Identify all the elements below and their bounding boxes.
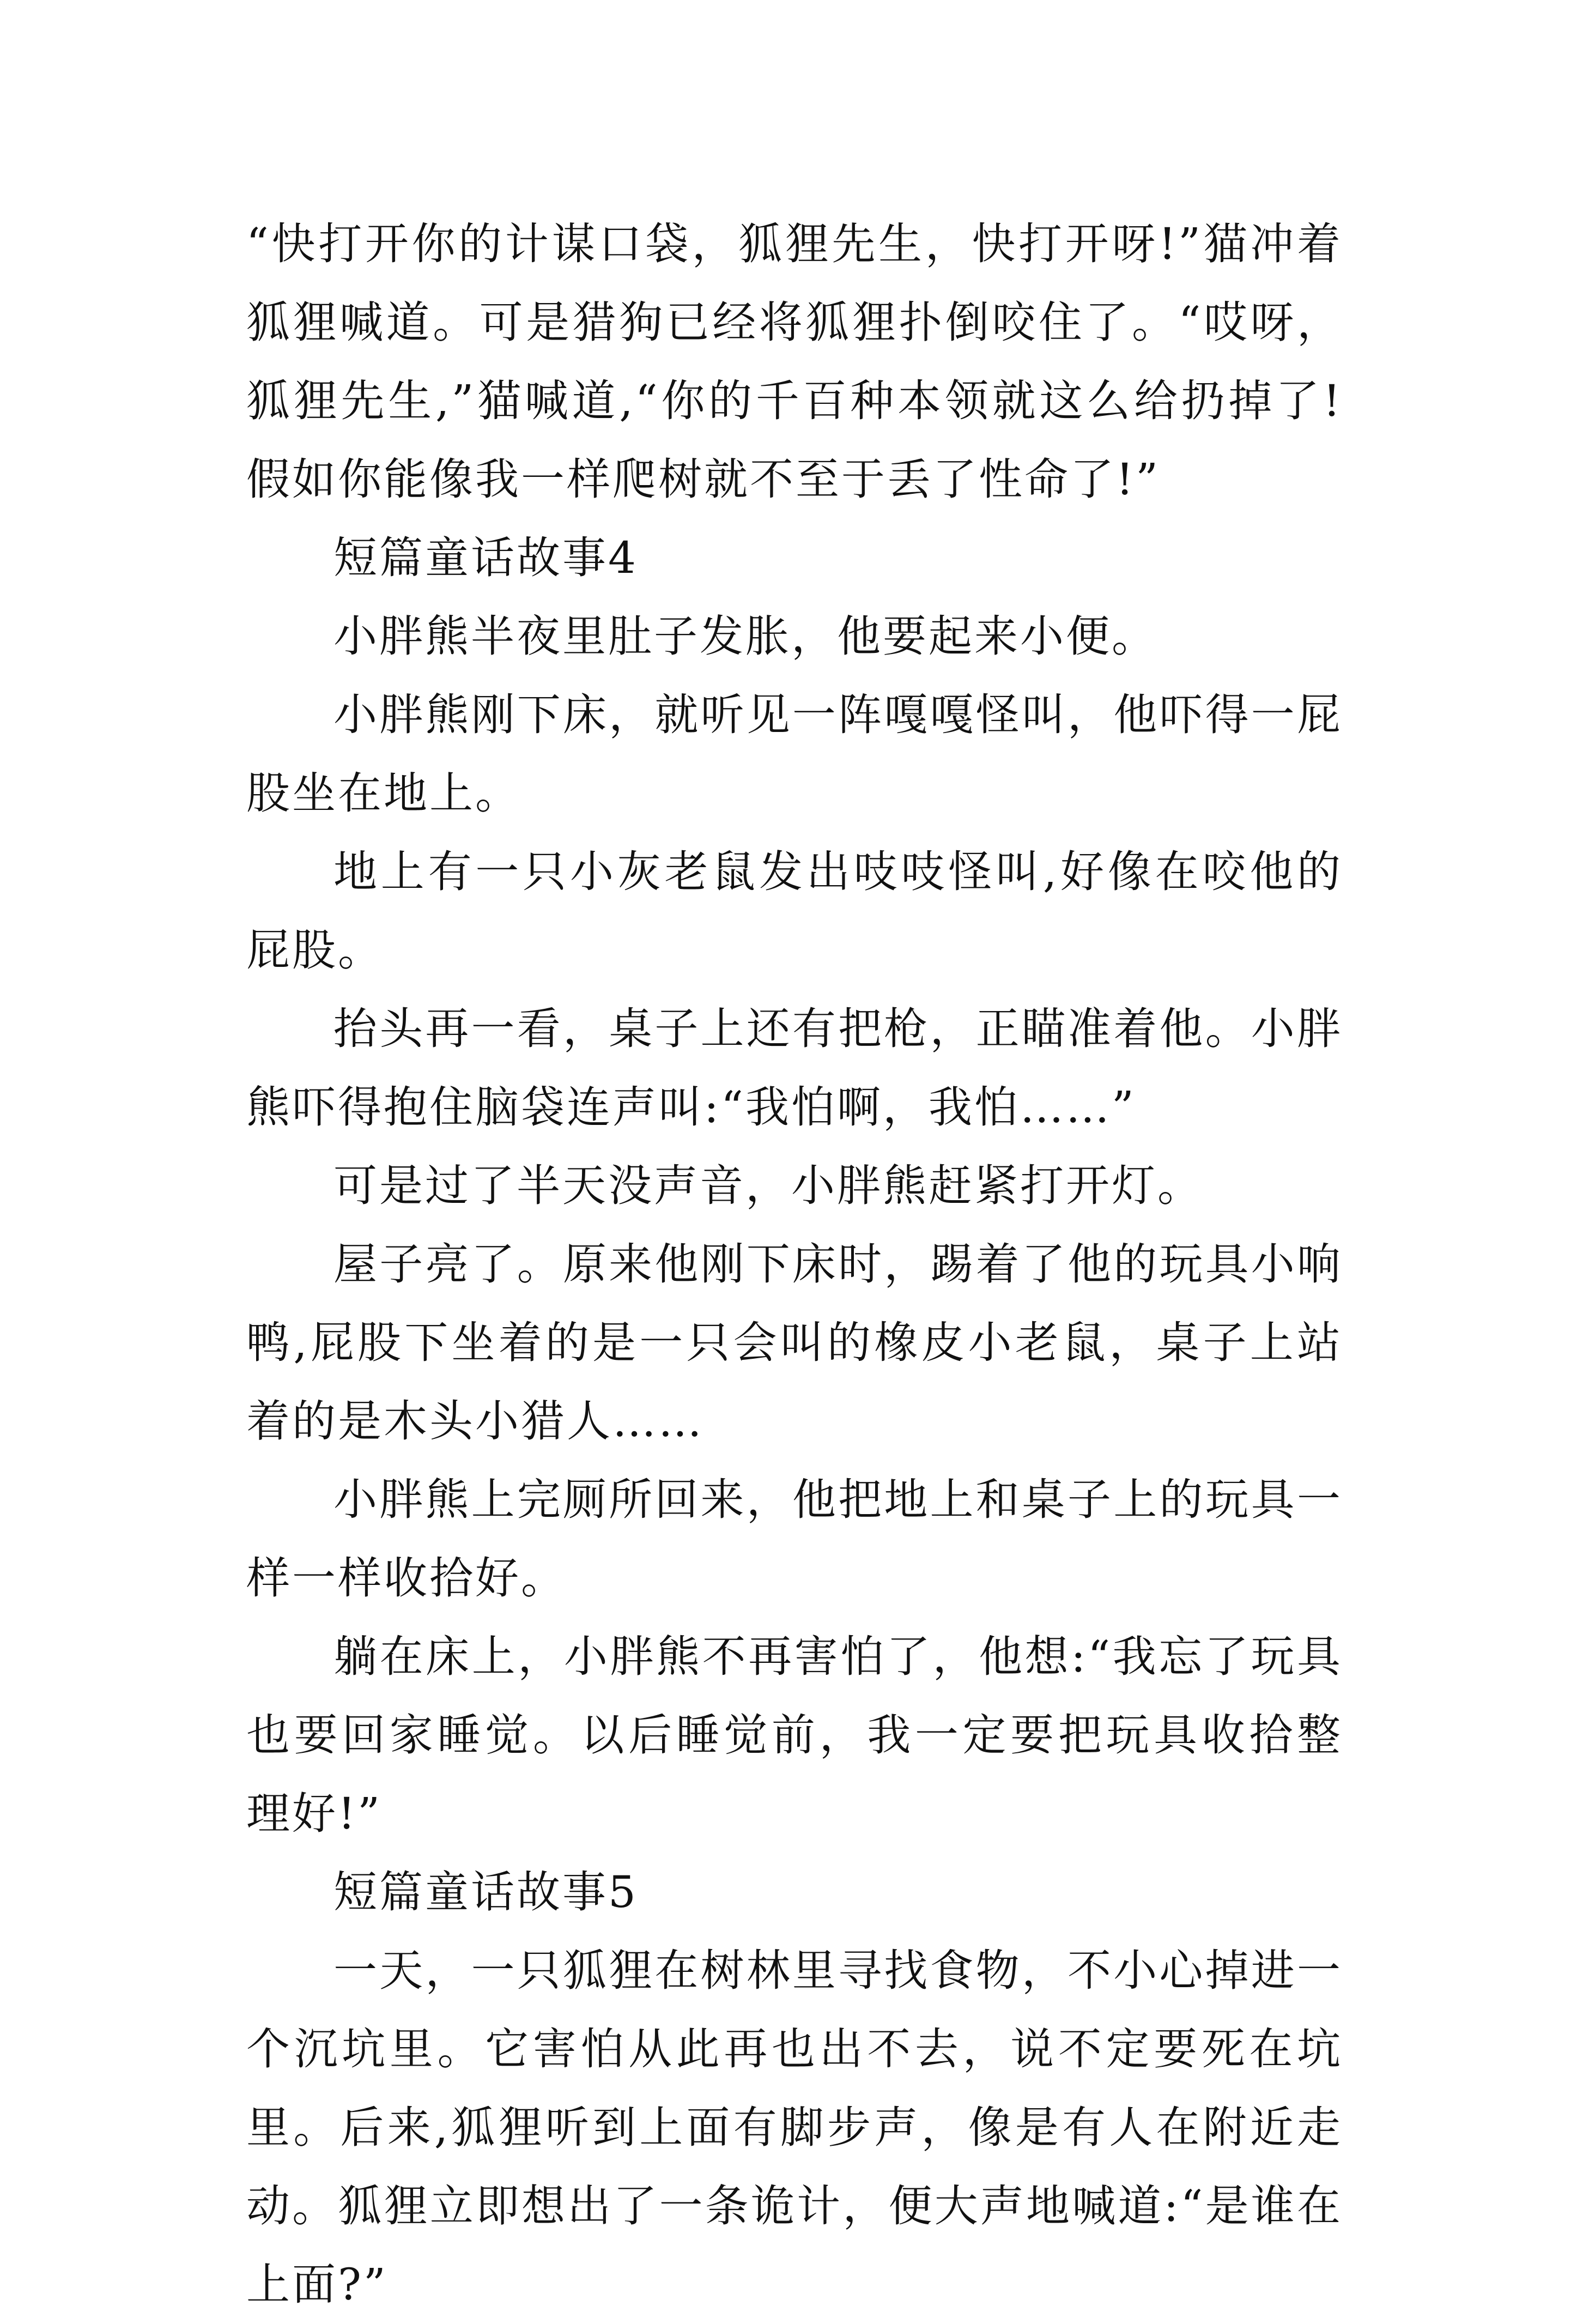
heading-story-4: 短篇童话故事4 bbox=[333, 532, 638, 583]
paragraph: 屋子亮了。原来他刚下床时，踢着了他的玩具小响鸭,屁股下坐着的是一只会叫的橡皮小老鼠，桌子上站着的是木头小猎人…… bbox=[246, 1239, 1343, 1447]
paragraph: 小胖熊上完厕所回来，他把地上和桌子上的玩具一样一样收拾好。 bbox=[246, 1474, 1343, 1603]
document-body bbox=[246, 205, 1343, 2324]
paragraph: 抬头再一看，桌子上还有把枪，正瞄准着他。小胖熊吓得抱住脑袋连声叫:“我怕啊，我怕……” bbox=[246, 1003, 1343, 1133]
paragraph: 可是过了半天没声音，小胖熊赶紧打开灯。 bbox=[333, 1160, 1203, 1211]
heading-story-5: 短篇童话故事5 bbox=[333, 1867, 638, 1917]
paragraph: 一天，一只狐狸在树林里寻找食物，不小心掉进一个沉坑里。它害怕从此再也出不去，说不定要死在坑里。后来,狐狸听到上面有脚步声，像是有人在附近走动。狐狸立即想出了一条诡计，便大声地喊道:“是谁在上面?” bbox=[246, 1945, 1343, 2310]
paragraph: 地上有一只小灰老鼠发出吱吱怪叫,好像在咬他的屁股。 bbox=[246, 846, 1343, 976]
paragraph: 躺在床上，小胖熊不再害怕了，他想:“我忘了玩具也要回家睡觉。以后睡觉前，我一定要把玩具收拾整理好!” bbox=[246, 1631, 1343, 1839]
paragraph-story3-ending: “快打开你的计谋口袋，狐狸先生，快打开呀!”猫冲着狐狸喊道。可是猎狗已经将狐狸扑倒咬住了。“哎呀，狐狸先生,”猫喊道,“你的千百种本领就这么给扔掉了!假如你能像我一样爬树就不至于丢了性命了!” bbox=[246, 219, 1343, 505]
paragraph: 小胖熊半夜里肚子发胀，他要起来小便。 bbox=[333, 611, 1157, 662]
paragraph: 小胖熊刚下床，就听见一阵嘎嘎怪叫，他吓得一屁股坐在地上。 bbox=[246, 689, 1343, 819]
